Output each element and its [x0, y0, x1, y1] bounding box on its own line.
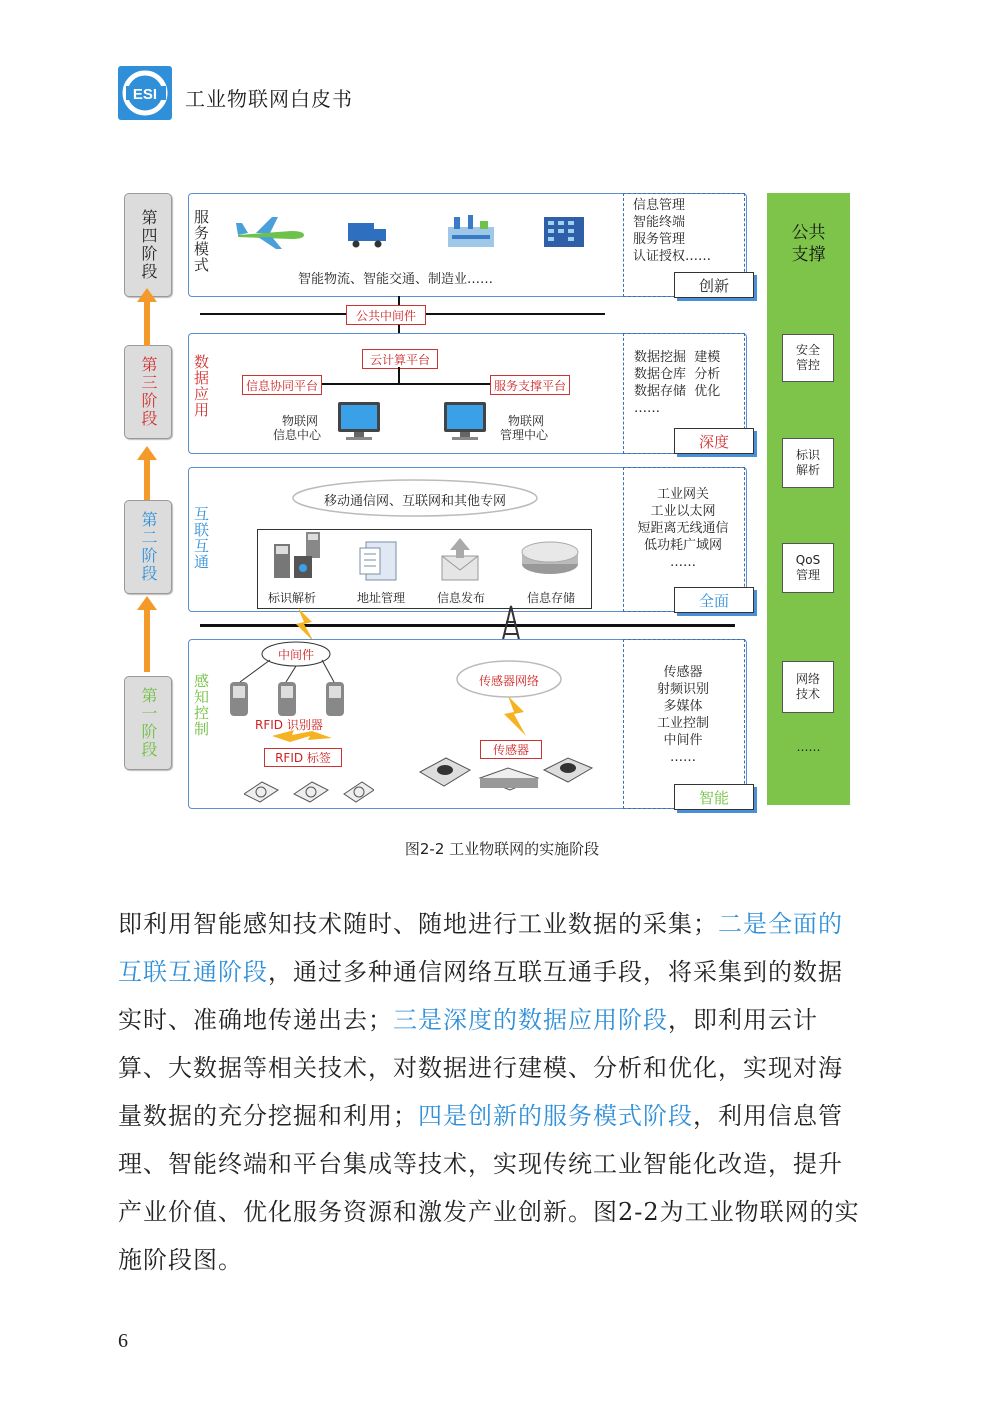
highlight-stage-4: 四是创新的服务模式阶段	[418, 1102, 693, 1130]
sensor-device-icon	[420, 758, 470, 786]
monitor-icon	[336, 402, 382, 442]
sensing-side-list: 传感器 射频识别 多媒体 工业控制 中间件 ……	[656, 665, 709, 765]
address-book-icon	[360, 542, 396, 580]
network-service-icons	[270, 532, 580, 582]
server-icon	[274, 532, 320, 578]
tag-innovation: 创新	[674, 272, 754, 298]
data-layer-label: 数据应用	[192, 354, 210, 418]
service-platform-box: 服务支撑平台	[490, 375, 570, 395]
factory-icon	[448, 215, 494, 247]
rfid-reader-label: RFID 识别器	[255, 718, 323, 732]
stage-arrows-icon	[137, 288, 157, 688]
rfid-reader-icons	[226, 680, 356, 720]
building-icon	[544, 217, 584, 247]
middleware-label: 中间件	[277, 648, 314, 662]
storage-disk-icon	[522, 542, 578, 574]
figure-caption: 图2-2 工业物联网的实施阶段	[404, 840, 600, 858]
service-side-list: 信息管理 智能终端 服务管理 认证授权……	[633, 198, 712, 264]
rfid-tag-icon	[294, 782, 328, 802]
support-item-qos: QoS 管理	[782, 543, 834, 593]
stage-1-label: 第一阶段	[139, 687, 158, 759]
data-side-list: 数据挖掘 建模 数据仓库 分析 数据存储 优化 ……	[634, 350, 721, 416]
rfid-tag-icons	[244, 776, 374, 806]
stage-2-label: 第二阶段	[139, 511, 158, 583]
support-more: ……	[796, 740, 821, 754]
support-item-identifier: 标识 解析	[782, 438, 834, 488]
tag-intelligent: 智能	[674, 784, 754, 810]
network-cloud-text: 移动通信网、互联网和其他专网	[323, 494, 506, 509]
truck-icon	[348, 223, 386, 248]
industry-icons	[236, 213, 596, 253]
highlight-stage-2: 二是全面的互联互通阶段	[118, 910, 843, 986]
network-item-1: 标识解析	[268, 591, 317, 605]
publish-envelope-icon	[442, 538, 478, 580]
header-title: 工业物联网白皮书	[185, 87, 353, 111]
gateway-device-icon	[480, 768, 538, 790]
network-item-4: 信息存储	[527, 591, 576, 605]
wireless-signal-icon	[272, 728, 332, 744]
network-layer-label: 互联互通	[192, 506, 210, 570]
public-support-column	[767, 193, 850, 805]
tag-comprehensive: 全面	[674, 587, 754, 613]
monitor-icon	[442, 402, 488, 442]
network-item-2: 地址管理	[357, 591, 406, 605]
handheld-reader-icon	[278, 682, 296, 716]
airplane-icon	[236, 217, 304, 249]
public-support-title: 公共 支撑	[791, 223, 826, 265]
info-platform-box: 信息协同平台	[242, 375, 322, 395]
sensor-box: 传感器	[480, 740, 542, 759]
service-layer-label: 服务模式	[192, 209, 210, 273]
highlight-stage-3: 三是深度的数据应用阶段	[393, 1006, 668, 1034]
esi-logo-icon	[118, 66, 172, 120]
page-number: 6	[118, 1330, 128, 1352]
network-bus-line	[200, 624, 735, 627]
body-paragraph: 即利用智能感知技术随时、随地进行工业数据的采集；二是全面的互联互通阶段，通过多种通信网络互联互通手段，将采集到的数据实时、准确地传递出去；三是深度的数据应用阶段，即利用云计算、大数据等相关技术，对数据进行建模、分析和优化，实现对海量数据的充分挖掘和利用；四是创新的服务模式阶段，利用信息管理、智能终端和平台集成等技术，实现传统工业智能化改造，提升产业价值、优化服务资源和激发产业创新。图2-2为工业物联网的实施阶段图。	[118, 910, 860, 1274]
cloud-platform-box: 云计算平台	[362, 349, 438, 369]
info-center-label: 物联网 信息中心	[273, 414, 322, 442]
rfid-tag-icon	[244, 782, 278, 802]
sensor-device-icon	[544, 758, 592, 782]
stage-4-label: 第四阶段	[139, 209, 158, 281]
handheld-reader-icon	[230, 682, 248, 716]
lightning-icon	[498, 696, 530, 736]
sensing-layer-label: 感知控制	[192, 673, 210, 737]
logo-text: ESI	[132, 86, 158, 103]
sensor-network-label: 传感器网络	[478, 674, 539, 688]
public-middleware-box: 公共中间件	[346, 305, 426, 325]
support-item-network: 网络 技术	[782, 661, 834, 713]
rfid-tag-box: RFID 标签	[264, 748, 342, 767]
network-item-3: 信息发布	[437, 591, 486, 605]
cloud-connector	[398, 367, 400, 383]
stage-4	[124, 193, 172, 297]
sensor-device-icons	[418, 752, 598, 800]
platform-bus-line	[318, 383, 493, 385]
support-item-security: 安全 管控	[782, 334, 834, 382]
tag-depth: 深度	[674, 428, 754, 454]
rfid-tag-icon	[344, 782, 374, 802]
stage-3-label: 第三阶段	[139, 356, 158, 428]
network-side-list: 工业网关 工业以太网 短距离无线通信 低功耗广域网 ……	[637, 487, 729, 570]
handheld-reader-icon	[326, 682, 344, 716]
industries-text: 智能物流、智能交通、制造业……	[298, 272, 494, 287]
stage-1	[124, 676, 172, 770]
management-center-label: 物联网 管理中心	[500, 414, 549, 442]
